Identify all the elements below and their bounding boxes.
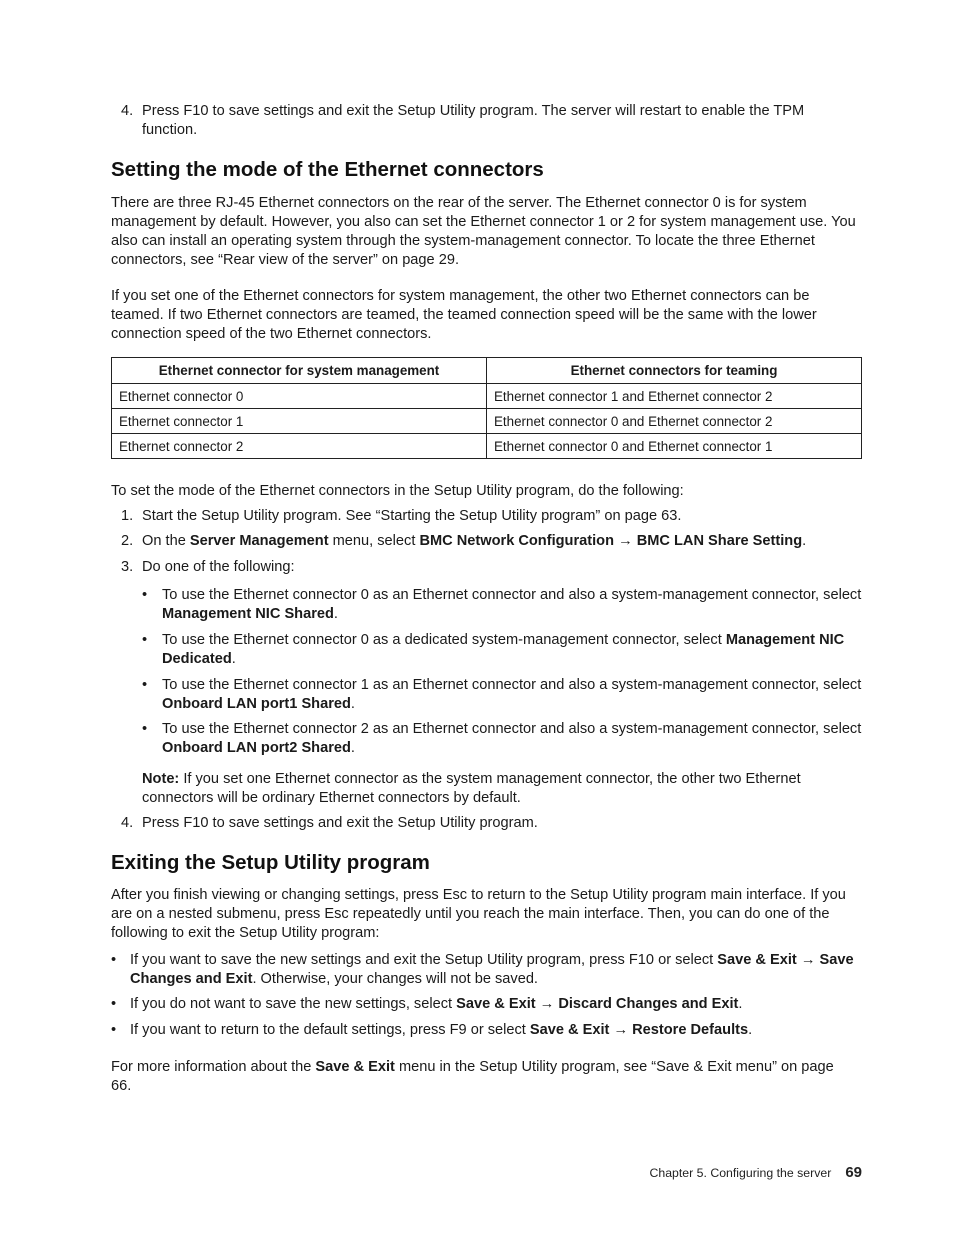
exit-options-list [111, 951, 863, 1040]
option-name: Management NIC Shared [162, 606, 334, 622]
steps-intro: To set the mode of the Ethernet connectors in the Setup Utility program, do the following: [111, 483, 684, 499]
tpm-step-4 [111, 102, 862, 140]
list-item: • To use the Ethernet connector 1 as an Ethernet connector and also a system-management connector, select Onboard LAN port1 Shared. [142, 677, 862, 712]
step-4 [111, 814, 862, 833]
step-number: 3. [121, 559, 134, 575]
list-item: • To use the Ethernet connector 2 as an Ethernet connector and also a system-management connector, select Onboard LAN port2 Shared. [142, 721, 862, 756]
menu-name: Save & Exit [456, 996, 536, 1012]
menu-name: Save & Exit [717, 952, 797, 968]
menu-item: BMC LAN Share Setting [636, 533, 803, 549]
step-number: 4. [121, 815, 134, 831]
step-text: On the Server Management menu, select BMC Network Configuration → BMC LAN Share Setting. [142, 533, 807, 549]
list-item: • To use the Ethernet connector 0 as a dedicated system-management connector, select Management NIC Dedicated. [142, 632, 845, 667]
menu-item: Discard Changes and Exit [558, 996, 739, 1012]
table-cell: Ethernet connector 0 and Ethernet connector 1 [487, 434, 862, 459]
ethernet-connector-table [111, 357, 862, 459]
menu-item: BMC Network Configuration [419, 533, 615, 549]
menu-item: Restore Defaults [632, 1022, 749, 1038]
bullet-icon: • [111, 996, 117, 1012]
list-item: • If you do not want to save the new settings, select Save & Exit → Discard Changes and Exit. [111, 996, 743, 1012]
list-item: • If you want to return to the default settings, press F9 or select Save & Exit → Restore Defaults. [111, 1022, 753, 1038]
step-text: Do one of the following: [142, 559, 295, 575]
table-cell: Ethernet connector 1 and Ethernet connector 2 [487, 384, 862, 409]
table-cell: Ethernet connector 2 [112, 434, 487, 459]
arrow-icon: → [614, 533, 637, 549]
exiting-intro-paragraph: After you finish viewing or changing settings, press Esc to return to the Setup Utility program main interface. If you are on a nested submenu, press Esc repeatedly until you reach the main interface. Then, you can do one of the following to exit the Setup Utility program: [111, 887, 846, 941]
step-number: 4. [121, 103, 134, 119]
step-2 [111, 532, 872, 551]
arrow-icon: → [796, 952, 820, 968]
list-item: • To use the Ethernet connector 0 as an Ethernet connector and also a system-management connector, select Management NIC Shared. [142, 587, 862, 622]
page-footer [649, 1163, 862, 1183]
option-name: Onboard LAN port1 Shared [162, 696, 351, 712]
bullet-icon: • [142, 677, 148, 693]
step-number: 1. [121, 508, 134, 524]
menu-name: Save & Exit [529, 1022, 610, 1038]
table-row [112, 409, 862, 434]
table-header-cell: Ethernet connector for system management [112, 358, 487, 384]
step-text: Start the Setup Utility program. See “Starting the Setup Utility program” on page 63. [142, 508, 682, 524]
page-number: 69 [845, 1164, 862, 1181]
table-row [112, 434, 862, 459]
bullet-icon: • [142, 721, 148, 737]
bullet-icon: • [142, 587, 148, 603]
step-3 [111, 558, 862, 577]
more-info-paragraph: For more information about the Save & Exit menu in the Setup Utility program, see “Save & Exit menu” on page 66. [111, 1059, 834, 1094]
note-label: Note: [142, 771, 180, 787]
list-item: • If you want to save the new settings and exit the Setup Utility program, press F10 or select Save & Exit → Save Changes and Exit. Otherwise, your changes will not be saved. [111, 952, 854, 987]
step-number: 2. [121, 533, 134, 549]
options-list [142, 586, 863, 758]
step-text: Press F10 to save settings and exit the Setup Utility program. [142, 815, 538, 831]
section-heading-ethernet: Setting the mode of the Ethernet connectors [111, 158, 544, 181]
table-header-row [112, 358, 862, 384]
step-1 [111, 507, 862, 526]
ethernet-teaming-paragraph: If you set one of the Ethernet connectors for system management, the other two Ethernet connectors can be teamed. If two Ethernet connectors are teamed, the teamed connection speed will be the same with the lower connection speed of the two Ethernet connectors. [111, 288, 817, 342]
table-cell: Ethernet connector 0 [112, 384, 487, 409]
arrow-icon: → [609, 1022, 633, 1038]
menu-item: Save Changes and Exit [130, 952, 854, 987]
step-text: Press F10 to save settings and exit the Setup Utility program. The server will restart to enable the TPM function. [142, 103, 805, 138]
table-cell: Ethernet connector 0 and Ethernet connector 2 [487, 409, 862, 434]
menu-name: Server Management [189, 533, 329, 549]
table-cell: Ethernet connector 1 [112, 409, 487, 434]
option-name: Onboard LAN port2 Shared [162, 740, 351, 756]
menu-name: Save & Exit [315, 1059, 395, 1075]
table-header-cell: Ethernet connectors for teaming [487, 358, 862, 384]
table-row [112, 384, 862, 409]
chapter-title: Chapter 5. Configuring the server [649, 1166, 832, 1180]
section-heading-exiting: Exiting the Setup Utility program [111, 851, 430, 874]
arrow-icon: → [535, 996, 559, 1012]
ethernet-intro-paragraph: There are three RJ-45 Ethernet connectors on the rear of the server. The Ethernet connector 0 is for system management by default. However, you also can set the Ethernet connector 1 or 2 for system management use. You also can install an operating system through the system-management connector. To locate the three Ethernet connectors, see “Rear view of the server” on page 29. [111, 195, 856, 268]
option-name: Management NIC Dedicated [162, 632, 845, 667]
note-paragraph: Note: If you set one Ethernet connector as the system management connector, the other two Ethernet connectors will be ordinary Ethernet connectors by default. [142, 771, 801, 806]
bullet-icon: • [111, 952, 117, 968]
bullet-icon: • [111, 1022, 117, 1038]
bullet-icon: • [142, 632, 148, 648]
